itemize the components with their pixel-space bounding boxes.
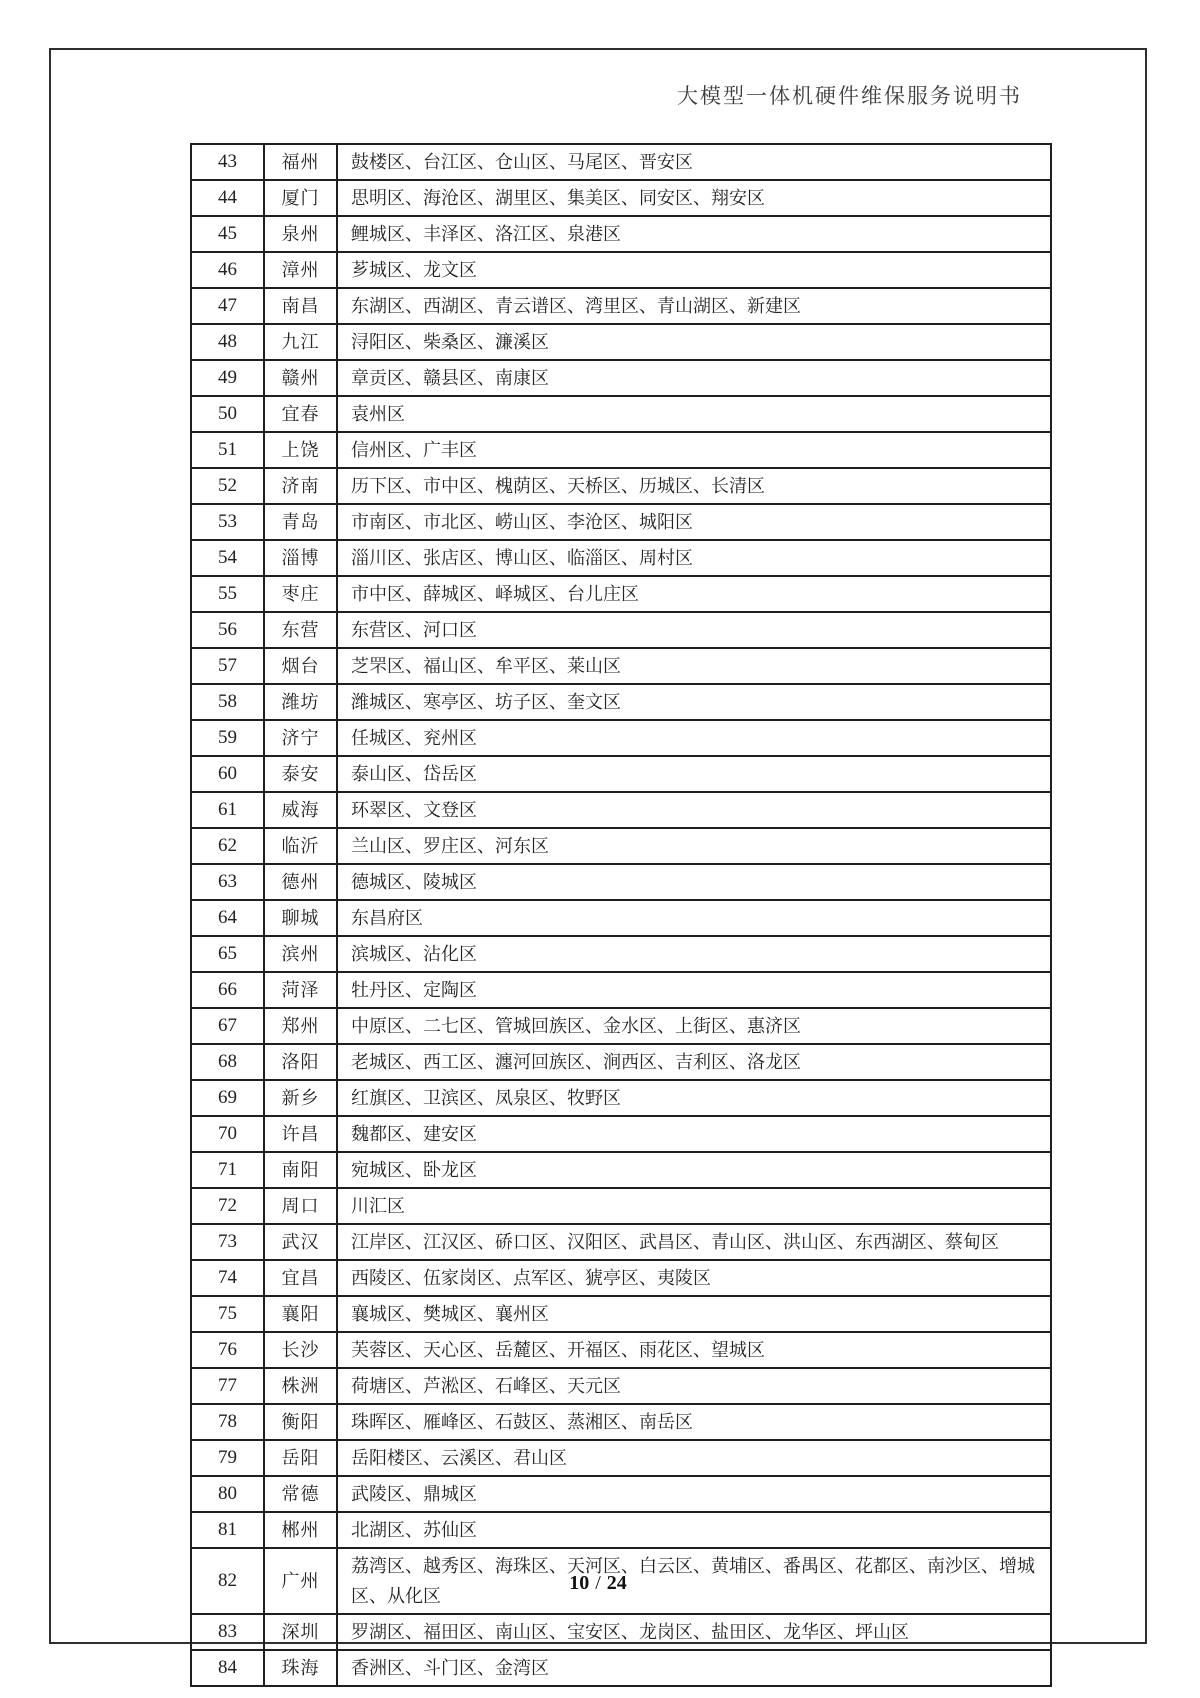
districts-cell: 东昌府区 <box>337 900 1051 936</box>
city-cell: 枣庄 <box>264 576 337 612</box>
row-number-cell: 58 <box>191 684 264 720</box>
districts-cell: 襄城区、樊城区、襄州区 <box>337 1296 1051 1332</box>
districts-cell: 泰山区、岱岳区 <box>337 756 1051 792</box>
districts-cell: 武陵区、鼎城区 <box>337 1476 1051 1512</box>
table-row <box>191 1044 1051 1080</box>
table-row <box>191 936 1051 972</box>
districts-cell: 思明区、海沧区、湖里区、集美区、同安区、翔安区 <box>337 180 1051 216</box>
row-number-cell: 49 <box>191 360 264 396</box>
districts-cell: 红旗区、卫滨区、凤泉区、牧野区 <box>337 1080 1051 1116</box>
districts-cell: 市南区、市北区、崂山区、李沧区、城阳区 <box>337 504 1051 540</box>
table-row <box>191 1224 1051 1260</box>
city-cell: 长沙 <box>264 1332 337 1368</box>
table-row <box>191 1650 1051 1686</box>
city-cell: 上饶 <box>264 432 337 468</box>
city-cell: 许昌 <box>264 1116 337 1152</box>
city-districts-table <box>190 143 1052 1687</box>
table-row <box>191 828 1051 864</box>
city-cell: 株洲 <box>264 1368 337 1404</box>
row-number-cell: 54 <box>191 540 264 576</box>
row-number-cell: 76 <box>191 1332 264 1368</box>
table-row <box>191 972 1051 1008</box>
row-number-cell: 72 <box>191 1188 264 1224</box>
districts-cell: 香洲区、斗门区、金湾区 <box>337 1650 1051 1686</box>
districts-cell: 荷塘区、芦淞区、石峰区、天元区 <box>337 1368 1051 1404</box>
table-row <box>191 216 1051 252</box>
city-cell: 菏泽 <box>264 972 337 1008</box>
districts-cell: 环翠区、文登区 <box>337 792 1051 828</box>
table-row <box>191 1080 1051 1116</box>
city-cell: 常德 <box>264 1476 337 1512</box>
table-row <box>191 900 1051 936</box>
row-number-cell: 83 <box>191 1614 264 1650</box>
districts-cell: 中原区、二七区、管城回族区、金水区、上街区、惠济区 <box>337 1008 1051 1044</box>
page-number-separator: / <box>595 1572 601 1594</box>
city-cell: 赣州 <box>264 360 337 396</box>
row-number-cell: 79 <box>191 1440 264 1476</box>
table-row <box>191 1296 1051 1332</box>
districts-cell: 东湖区、西湖区、青云谱区、湾里区、青山湖区、新建区 <box>337 288 1051 324</box>
table-row <box>191 1260 1051 1296</box>
districts-cell: 市中区、薛城区、峄城区、台儿庄区 <box>337 576 1051 612</box>
districts-cell: 兰山区、罗庄区、河东区 <box>337 828 1051 864</box>
city-cell: 九江 <box>264 324 337 360</box>
districts-cell: 荔湾区、越秀区、海珠区、天河区、白云区、黄埔区、番禺区、花都区、南沙区、增城区、从化区 <box>337 1548 1051 1614</box>
row-number-cell: 73 <box>191 1224 264 1260</box>
city-cell: 深圳 <box>264 1614 337 1650</box>
table-row <box>191 396 1051 432</box>
districts-cell: 魏都区、建安区 <box>337 1116 1051 1152</box>
row-number-cell: 56 <box>191 612 264 648</box>
row-number-cell: 82 <box>191 1548 264 1614</box>
districts-cell: 西陵区、伍家岗区、点军区、猇亭区、夷陵区 <box>337 1260 1051 1296</box>
row-number-cell: 75 <box>191 1296 264 1332</box>
row-number-cell: 55 <box>191 576 264 612</box>
districts-cell: 鲤城区、丰泽区、洛江区、泉港区 <box>337 216 1051 252</box>
city-cell: 岳阳 <box>264 1440 337 1476</box>
table-row <box>191 288 1051 324</box>
row-number-cell: 53 <box>191 504 264 540</box>
row-number-cell: 57 <box>191 648 264 684</box>
city-cell: 潍坊 <box>264 684 337 720</box>
districts-cell: 北湖区、苏仙区 <box>337 1512 1051 1548</box>
city-cell: 德州 <box>264 864 337 900</box>
row-number-cell: 64 <box>191 900 264 936</box>
row-number-cell: 65 <box>191 936 264 972</box>
table-row <box>191 180 1051 216</box>
row-number-cell: 70 <box>191 1116 264 1152</box>
row-number-cell: 59 <box>191 720 264 756</box>
row-number-cell: 46 <box>191 252 264 288</box>
city-cell: 临沂 <box>264 828 337 864</box>
row-number-cell: 48 <box>191 324 264 360</box>
city-cell: 泰安 <box>264 756 337 792</box>
table-row <box>191 1476 1051 1512</box>
table-row <box>191 576 1051 612</box>
table-row <box>191 432 1051 468</box>
city-cell: 广州 <box>264 1548 337 1614</box>
table-row <box>191 1008 1051 1044</box>
page-number: 10 <box>569 1572 590 1594</box>
districts-cell: 袁州区 <box>337 396 1051 432</box>
city-cell: 郴州 <box>264 1512 337 1548</box>
districts-cell: 罗湖区、福田区、南山区、宝安区、龙岗区、盐田区、龙华区、坪山区 <box>337 1614 1051 1650</box>
city-cell: 南阳 <box>264 1152 337 1188</box>
table-row <box>191 1152 1051 1188</box>
city-cell: 衡阳 <box>264 1404 337 1440</box>
table-body <box>191 144 1051 1686</box>
table-row <box>191 468 1051 504</box>
districts-cell: 鼓楼区、台江区、仓山区、马尾区、晋安区 <box>337 144 1051 180</box>
table-row <box>191 540 1051 576</box>
districts-cell: 历下区、市中区、槐荫区、天桥区、历城区、长清区 <box>337 468 1051 504</box>
districts-cell: 牡丹区、定陶区 <box>337 972 1051 1008</box>
table-row <box>191 1512 1051 1548</box>
table-row <box>191 1188 1051 1224</box>
table-row <box>191 720 1051 756</box>
table-row <box>191 1440 1051 1476</box>
districts-cell: 任城区、兖州区 <box>337 720 1051 756</box>
districts-cell: 芙蓉区、天心区、岳麓区、开福区、雨花区、望城区 <box>337 1332 1051 1368</box>
row-number-cell: 47 <box>191 288 264 324</box>
table-row <box>191 612 1051 648</box>
city-cell: 洛阳 <box>264 1044 337 1080</box>
city-cell: 珠海 <box>264 1650 337 1686</box>
city-cell: 滨州 <box>264 936 337 972</box>
row-number-cell: 61 <box>191 792 264 828</box>
table-row <box>191 1332 1051 1368</box>
page-total: 24 <box>606 1572 627 1594</box>
city-cell: 淄博 <box>264 540 337 576</box>
city-cell: 周口 <box>264 1188 337 1224</box>
districts-cell: 珠晖区、雁峰区、石鼓区、蒸湘区、南岳区 <box>337 1404 1051 1440</box>
table-row <box>191 144 1051 180</box>
table-row <box>191 1368 1051 1404</box>
city-cell: 宜昌 <box>264 1260 337 1296</box>
row-number-cell: 51 <box>191 432 264 468</box>
row-number-cell: 66 <box>191 972 264 1008</box>
table-row <box>191 1116 1051 1152</box>
city-cell: 烟台 <box>264 648 337 684</box>
city-cell: 聊城 <box>264 900 337 936</box>
row-number-cell: 81 <box>191 1512 264 1548</box>
districts-cell: 川汇区 <box>337 1188 1051 1224</box>
districts-cell: 滨城区、沾化区 <box>337 936 1051 972</box>
table-row <box>191 1404 1051 1440</box>
city-cell: 厦门 <box>264 180 337 216</box>
row-number-cell: 50 <box>191 396 264 432</box>
city-cell: 泉州 <box>264 216 337 252</box>
districts-cell: 江岸区、江汉区、硚口区、汉阳区、武昌区、青山区、洪山区、东西湖区、蔡甸区 <box>337 1224 1051 1260</box>
row-number-cell: 80 <box>191 1476 264 1512</box>
city-cell: 威海 <box>264 792 337 828</box>
districts-cell: 潍城区、寒亭区、坊子区、奎文区 <box>337 684 1051 720</box>
city-cell: 济南 <box>264 468 337 504</box>
districts-cell: 浔阳区、柴桑区、濂溪区 <box>337 324 1051 360</box>
districts-cell: 淄川区、张店区、博山区、临淄区、周村区 <box>337 540 1051 576</box>
table-row <box>191 648 1051 684</box>
row-number-cell: 78 <box>191 1404 264 1440</box>
city-cell: 漳州 <box>264 252 337 288</box>
table-row <box>191 684 1051 720</box>
city-cell: 福州 <box>264 144 337 180</box>
districts-cell: 信州区、广丰区 <box>337 432 1051 468</box>
row-number-cell: 71 <box>191 1152 264 1188</box>
city-cell: 南昌 <box>264 288 337 324</box>
document-header-title: 大模型一体机硬件维保服务说明书 <box>677 84 1022 108</box>
table-row <box>191 756 1051 792</box>
row-number-cell: 69 <box>191 1080 264 1116</box>
city-cell: 襄阳 <box>264 1296 337 1332</box>
row-number-cell: 63 <box>191 864 264 900</box>
row-number-cell: 84 <box>191 1650 264 1686</box>
districts-cell: 芝罘区、福山区、牟平区、莱山区 <box>337 648 1051 684</box>
districts-cell: 老城区、西工区、瀍河回族区、涧西区、吉利区、洛龙区 <box>337 1044 1051 1080</box>
districts-cell: 德城区、陵城区 <box>337 864 1051 900</box>
city-cell: 郑州 <box>264 1008 337 1044</box>
districts-cell: 芗城区、龙文区 <box>337 252 1051 288</box>
city-cell: 宜春 <box>264 396 337 432</box>
table-row <box>191 324 1051 360</box>
row-number-cell: 74 <box>191 1260 264 1296</box>
table-row <box>191 864 1051 900</box>
table-row <box>191 360 1051 396</box>
city-cell: 新乡 <box>264 1080 337 1116</box>
table-row <box>191 792 1051 828</box>
city-cell: 武汉 <box>264 1224 337 1260</box>
districts-cell: 宛城区、卧龙区 <box>337 1152 1051 1188</box>
row-number-cell: 52 <box>191 468 264 504</box>
row-number-cell: 45 <box>191 216 264 252</box>
row-number-cell: 60 <box>191 756 264 792</box>
table-row <box>191 504 1051 540</box>
row-number-cell: 67 <box>191 1008 264 1044</box>
table-row <box>191 1614 1051 1650</box>
page-footer <box>49 1572 1147 1595</box>
city-cell: 济宁 <box>264 720 337 756</box>
row-number-cell: 43 <box>191 144 264 180</box>
city-cell: 东营 <box>264 612 337 648</box>
table-row <box>191 252 1051 288</box>
districts-cell: 岳阳楼区、云溪区、君山区 <box>337 1440 1051 1476</box>
row-number-cell: 68 <box>191 1044 264 1080</box>
row-number-cell: 77 <box>191 1368 264 1404</box>
row-number-cell: 62 <box>191 828 264 864</box>
city-cell: 青岛 <box>264 504 337 540</box>
row-number-cell: 44 <box>191 180 264 216</box>
districts-cell: 章贡区、赣县区、南康区 <box>337 360 1051 396</box>
districts-cell: 东营区、河口区 <box>337 612 1051 648</box>
